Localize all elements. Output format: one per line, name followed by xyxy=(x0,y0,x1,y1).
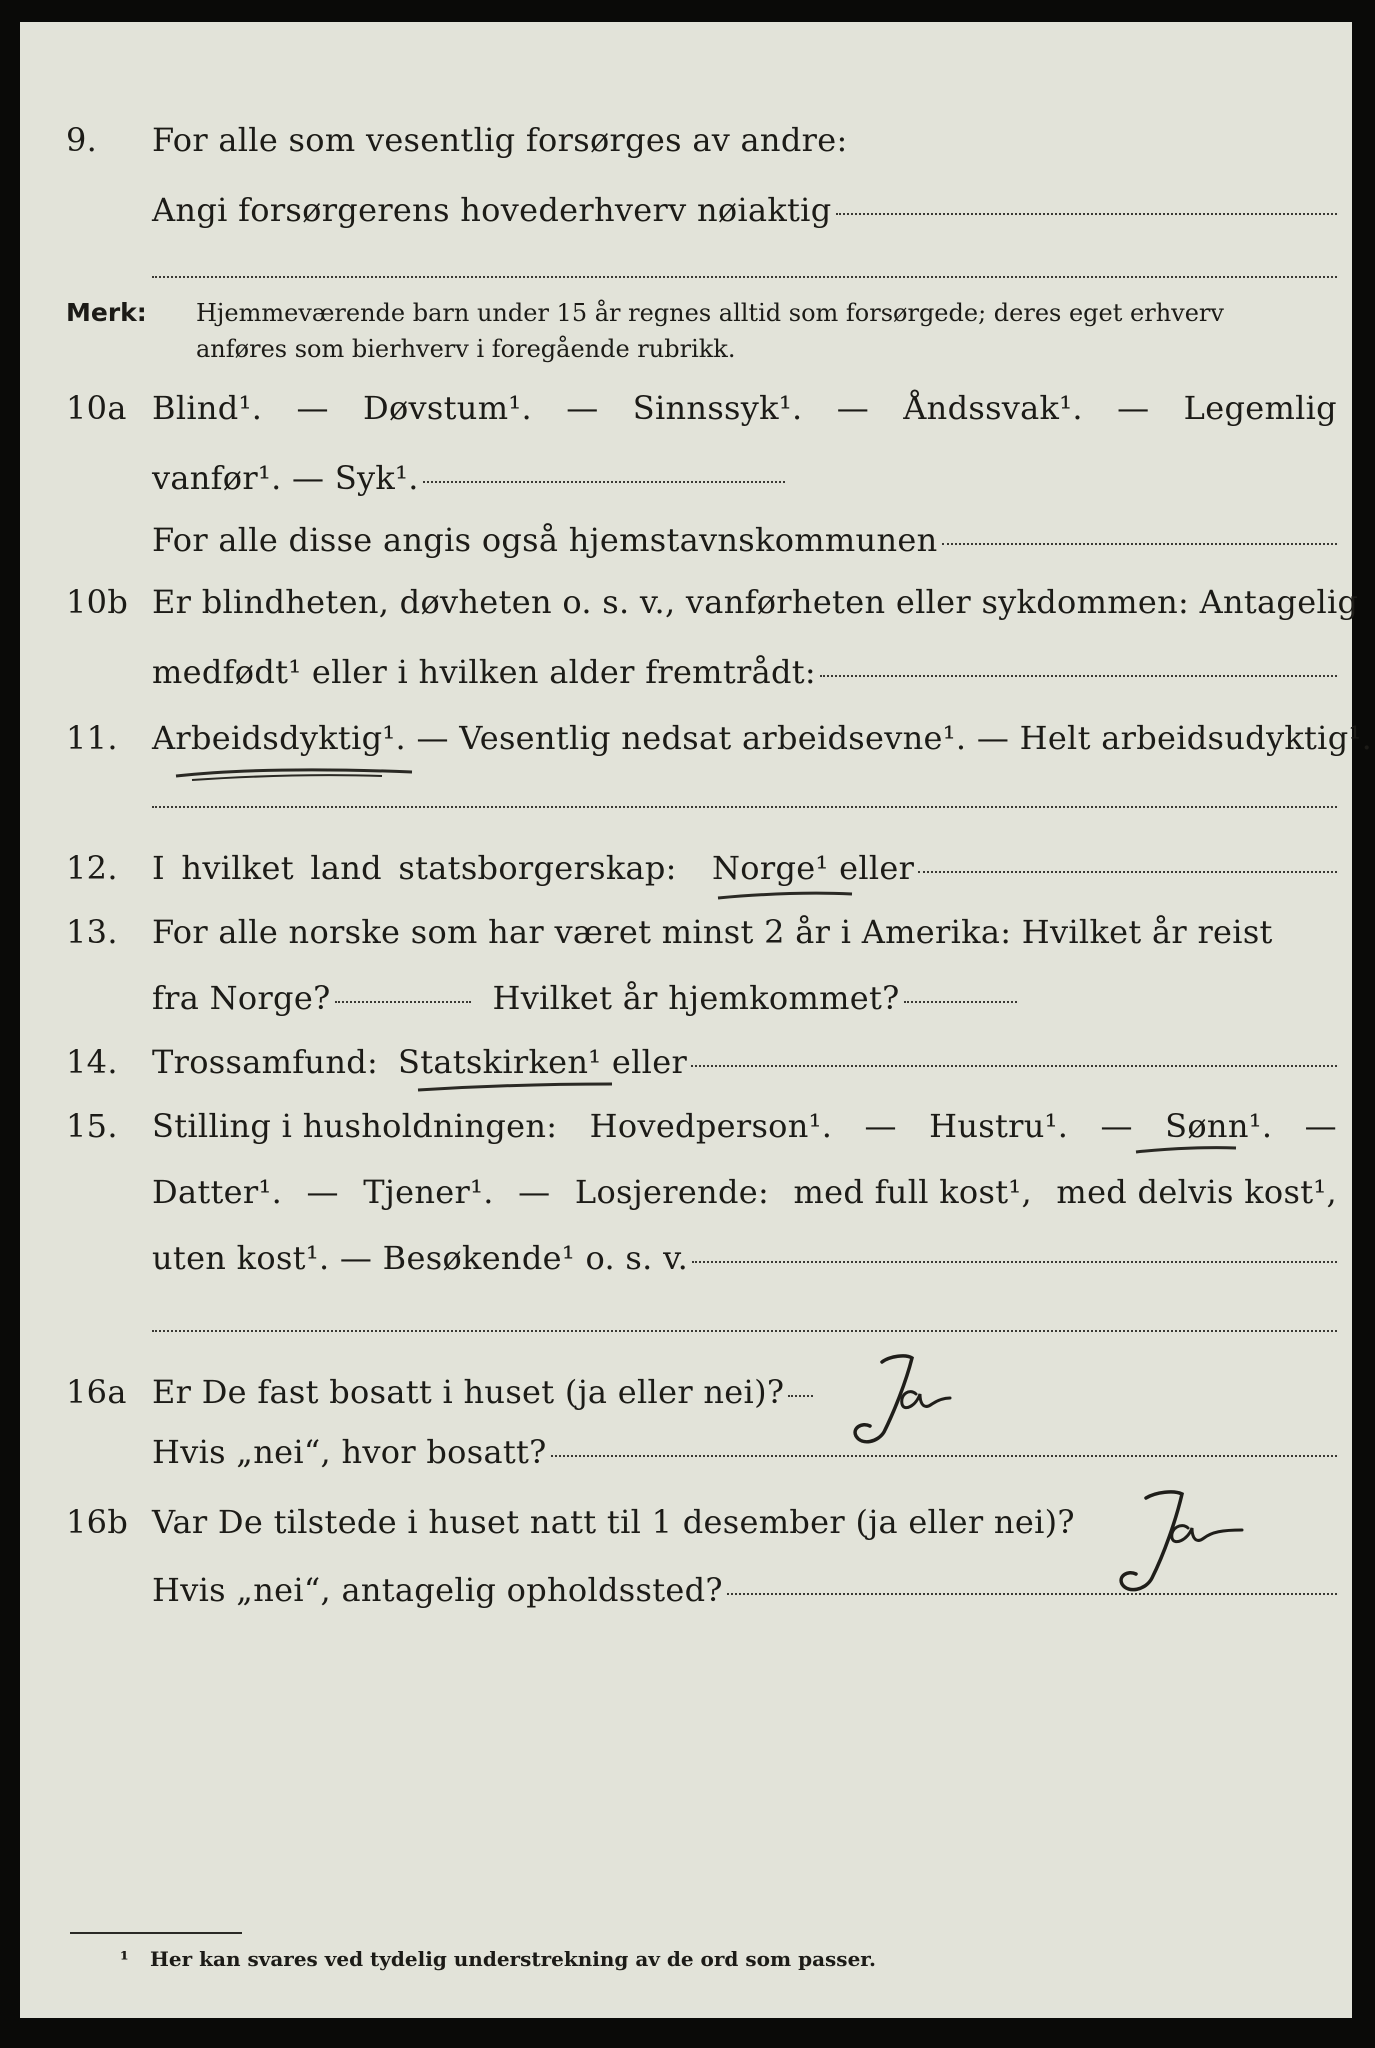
option-datter[interactable]: Datter¹. xyxy=(152,1173,283,1211)
question-text: fra Norge? xyxy=(152,979,331,1017)
answer-line[interactable] xyxy=(692,1261,1337,1263)
question-text: Er De fast bosatt i huset (ja eller nei)? xyxy=(152,1373,785,1411)
option-norge[interactable]: Norge¹ eller xyxy=(712,849,915,887)
answer-line[interactable] xyxy=(691,1065,1337,1067)
dash: — xyxy=(1100,1107,1133,1145)
footnote-rule xyxy=(70,1932,242,1934)
answer-line[interactable] xyxy=(152,1330,1337,1332)
option-hovedperson[interactable]: Hovedperson¹. xyxy=(589,1107,833,1145)
handwritten-underline xyxy=(1132,1142,1242,1160)
question-text: Var De tilstede i huset natt til 1 desember (ja eller nei)? xyxy=(152,1503,1075,1541)
option-dovstum[interactable]: Døvstum¹. xyxy=(363,389,532,427)
note-text: anføres som bierhverv i foregående rubrikk. xyxy=(196,335,736,363)
question-text: Er blindheten, døvheten o. s. v., vanførheten eller sykdommen: Antagelig xyxy=(152,583,1359,621)
option-sinnssyk[interactable]: Sinnssyk¹. xyxy=(632,389,803,427)
dash: — xyxy=(566,389,599,427)
option-sonn[interactable]: Sønn¹. xyxy=(1165,1107,1273,1145)
answer-line[interactable] xyxy=(152,276,1337,278)
dash: — xyxy=(296,389,329,427)
note-text: Hjemmeværende barn under 15 år regnes alltid som forsørgede; deres eget erhverv xyxy=(196,299,1224,327)
option-andssvak[interactable]: Åndssvak¹. xyxy=(903,389,1083,427)
dash: — xyxy=(306,1173,339,1211)
option-statskirken[interactable]: Statskirken¹ eller xyxy=(398,1043,688,1081)
handwritten-underline xyxy=(412,1078,622,1098)
option-hustru[interactable]: Hustru¹. xyxy=(929,1107,1069,1145)
handwritten-underline xyxy=(712,886,862,906)
question-number: 12. xyxy=(66,849,118,887)
footnote-mark: ¹ xyxy=(120,1947,129,1971)
question-text: vanfør¹. — Syk¹. xyxy=(152,459,419,497)
question-number: 10b xyxy=(66,583,129,621)
question-text: Losjerende: xyxy=(574,1173,770,1211)
option-tjener[interactable]: Tjener¹. xyxy=(363,1173,494,1211)
question-text: medfødt¹ eller i hvilken alder fremtrådt: xyxy=(152,653,816,691)
dash: — xyxy=(864,1107,897,1145)
question-text: For alle norske som har været minst 2 år i Amerika: Hvilket år reist xyxy=(152,913,1273,951)
dash: — xyxy=(1117,389,1150,427)
question-text: I hvilket land statsborgerskap: xyxy=(152,849,677,887)
question-number: 16b xyxy=(66,1503,129,1541)
question-number: 10a xyxy=(66,389,127,427)
question-text: Hvilket år hjemkommet? xyxy=(492,979,900,1017)
option-delvis-kost[interactable]: med delvis kost¹, xyxy=(1056,1173,1337,1211)
answer-line[interactable] xyxy=(727,1593,1337,1595)
question-text: Angi forsørgerens hovederhverv nøiaktig xyxy=(152,191,832,229)
question-text: Hvis „nei“, antagelig opholdssted? xyxy=(152,1571,723,1609)
question-number: 11. xyxy=(66,719,118,757)
handwritten-underline xyxy=(172,758,422,786)
answer-line[interactable] xyxy=(423,481,785,483)
question-text: uten kost¹. — Besøkende¹ o. s. v. xyxy=(152,1239,689,1277)
answer-line[interactable] xyxy=(551,1455,1337,1457)
answer-line[interactable] xyxy=(335,1001,471,1003)
question-number: 13. xyxy=(66,913,118,951)
answer-line[interactable] xyxy=(788,1395,813,1397)
question-number: 16a xyxy=(66,1373,127,1411)
question-text: For alle som vesentlig forsørges av andre: xyxy=(152,121,848,159)
answer-line[interactable] xyxy=(904,1001,1017,1003)
option-legemlig[interactable]: Legemlig xyxy=(1183,389,1337,427)
answer-line[interactable] xyxy=(918,871,1337,873)
dash: — xyxy=(518,1173,551,1211)
question-text: Trossamfund: xyxy=(152,1043,379,1081)
answer-line[interactable] xyxy=(152,806,1337,808)
option-full-kost[interactable]: med full kost¹, xyxy=(793,1173,1032,1211)
question-text: Arbeidsdyktig¹. — Vesentlig nedsat arbeidsevne¹. — Helt arbeidsudyktig¹. xyxy=(152,719,1373,757)
footnote-text: Her kan svares ved tydelig understrekning av de ord som passer. xyxy=(150,1947,876,1971)
answer-line[interactable] xyxy=(836,213,1338,215)
question-number: 15. xyxy=(66,1107,118,1145)
question-number: 14. xyxy=(66,1043,118,1081)
question-text: Hvis „nei“, hvor bosatt? xyxy=(152,1433,547,1471)
dash: — xyxy=(1304,1107,1337,1145)
note-label: Merk: xyxy=(66,298,147,327)
question-text: For alle disse angis også hjemstavnskommunen xyxy=(152,521,938,559)
option-blind[interactable]: Blind¹. xyxy=(152,389,263,427)
question-number: 9. xyxy=(66,121,98,159)
dash: — xyxy=(836,389,869,427)
question-text: Stilling i husholdningen: xyxy=(152,1107,558,1145)
answer-line[interactable] xyxy=(820,675,1337,677)
answer-line[interactable] xyxy=(942,543,1337,545)
